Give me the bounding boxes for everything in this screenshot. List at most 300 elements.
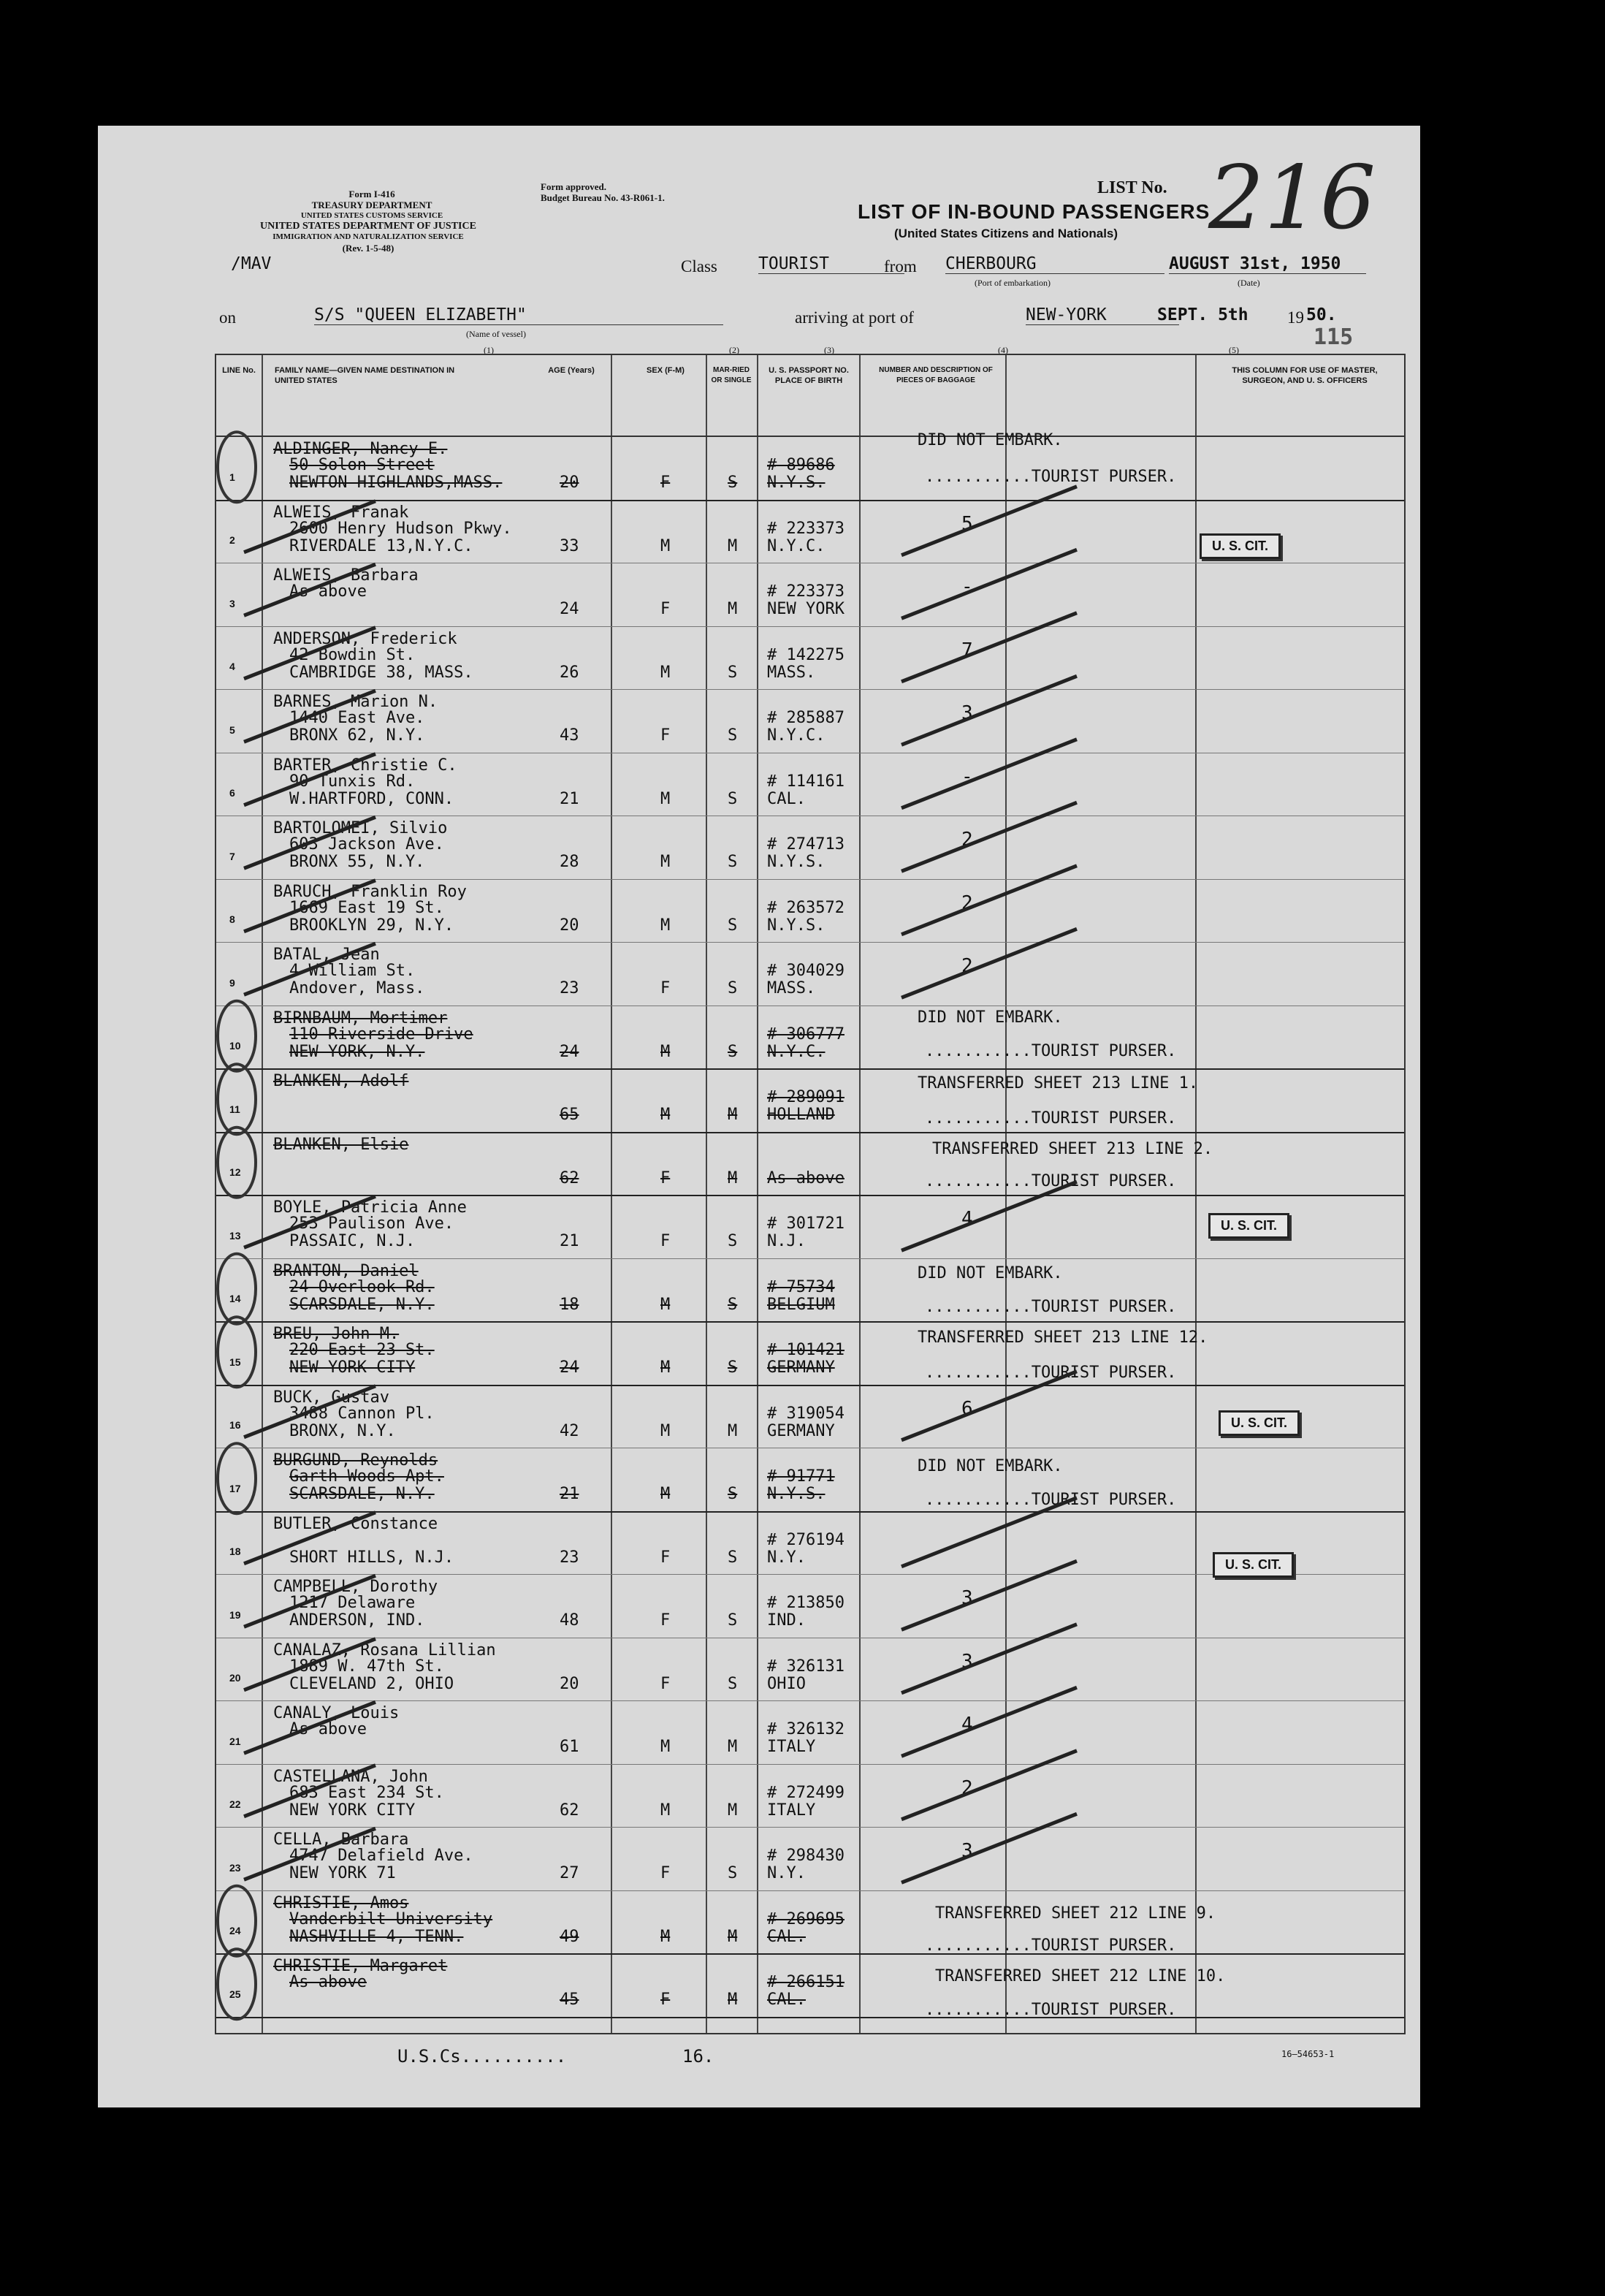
address-line-2: CLEVELAND 2, OHIO [289, 1674, 454, 1693]
age: 62 [560, 1801, 579, 1820]
remark-purser: ...........TOURIST PURSER. [925, 1298, 1177, 1316]
passenger-name: BATAL, Jean [273, 946, 380, 964]
sex: M [660, 1485, 671, 1503]
place-of-birth: N.Y.C. [767, 1042, 826, 1061]
column-number: (4) [998, 345, 1008, 355]
column-number: (5) [1229, 345, 1239, 355]
passenger-name: CANALAZ, Rosana Lillian [273, 1641, 496, 1660]
line-number: 18 [229, 1546, 241, 1557]
baggage-count: 4 [961, 1208, 973, 1230]
address-line-2: NEW YORK CITY [289, 1358, 416, 1377]
place-of-birth: As above [767, 1168, 845, 1187]
passport-number: # 326131 [767, 1657, 845, 1676]
sex: M [660, 663, 671, 682]
remark-transferred: TRANSFERRED SHEET 212 LINE 10. [935, 1967, 1226, 1985]
address-line-1: 1889 W. 47th St. [289, 1657, 444, 1676]
marital-status: M [728, 1738, 738, 1756]
page-number-stamp: 115 [1314, 324, 1354, 350]
table-row [216, 943, 1404, 1006]
embark-caption: (Port of embarkation) [975, 278, 1051, 288]
remark-purser: ...........TOURIST PURSER. [925, 1936, 1177, 1955]
address-line-2: ANDERSON, IND. [289, 1611, 425, 1630]
address-line-2: NASHVILLE 4, TENN. [289, 1927, 464, 1946]
address-line-1: 24 Overlook Rd. [289, 1277, 435, 1296]
sex: M [660, 1106, 671, 1124]
line-number: 9 [229, 976, 235, 989]
age: 21 [560, 1485, 579, 1503]
place-of-birth: N.Y.S. [767, 1485, 826, 1503]
sex: F [660, 1548, 671, 1567]
uscs-total-count: 16. [682, 2046, 714, 2067]
table-row [216, 816, 1404, 880]
remark-purser: ...........TOURIST PURSER. [925, 1109, 1177, 1128]
passport-number: # 269695 [767, 1909, 845, 1928]
passport-number: # 276194 [767, 1530, 845, 1549]
age: 23 [560, 979, 579, 997]
place-of-birth: CAL. [767, 1927, 806, 1946]
passenger-name: BURGUND, Reynolds [273, 1451, 438, 1470]
place-of-birth: N.J. [767, 1232, 806, 1250]
baggage-count: 6 [961, 1397, 973, 1420]
address-line-1: 603 Jackson Ave. [289, 835, 444, 854]
table-row [216, 1006, 1404, 1070]
marital-status: S [728, 916, 738, 935]
passenger-name: BARUCH, Franklin Roy [273, 882, 467, 901]
address-line-1: 1217 Delaware [289, 1594, 416, 1612]
sex: F [660, 1991, 671, 2009]
address-line-1: 1440 East Ave. [289, 709, 425, 727]
baggage-count: 4 [961, 1714, 973, 1736]
header-passport: U. S. PASSPORT NO. PLACE OF BIRTH [769, 366, 849, 385]
passenger-name: BLANKEN, Adolf [273, 1072, 409, 1090]
header-sex: SEX (F-M) [647, 366, 685, 375]
marital-status: M [728, 1106, 738, 1124]
list-no-label: LIST No. [1097, 178, 1167, 197]
address-line-1: 3488 Cannon Pl. [289, 1404, 435, 1423]
line-number: 11 [229, 1103, 240, 1115]
line-number: 5 [229, 723, 235, 736]
table-row [216, 1069, 1404, 1133]
address-line-1: 683 East 234 St. [289, 1783, 444, 1802]
address-line-1: 4747 Delafield Ave. [289, 1847, 473, 1865]
table-row [216, 880, 1404, 943]
table-row [216, 1828, 1404, 1891]
marital-status: S [728, 1295, 738, 1314]
sex: F [660, 1232, 671, 1250]
sex: F [660, 1611, 671, 1630]
header-line-no: LINE No. [222, 366, 256, 375]
passport-number: # 304029 [767, 962, 845, 980]
address-line-2: SCARSDALE, N.Y. [289, 1295, 435, 1314]
age: 33 [560, 536, 579, 555]
arrival-port: NEW-YORK [1026, 305, 1179, 325]
passport-number: # 326132 [767, 1720, 845, 1738]
header-officers: THIS COLUMN FOR USE OF MASTER, SURGEON, AND U. S. OFFICERS [1232, 366, 1378, 385]
passport-number: # 298430 [767, 1847, 845, 1865]
address-line-2: CAMBRIDGE 38, MASS. [289, 663, 473, 682]
remark-did-not-embark: DID NOT EMBARK. [918, 1264, 1063, 1282]
vessel-name: S/S "QUEEN ELIZABETH" [314, 305, 723, 325]
passenger-name: BUTLER, Constance [273, 1514, 438, 1533]
place-of-birth: N.Y.S. [767, 474, 826, 492]
age: 24 [560, 600, 579, 618]
passenger-name: CHRISTIE, Margaret [273, 1957, 448, 1975]
line-number: 8 [229, 913, 235, 925]
sex: M [660, 789, 671, 808]
address-line-2: NEW YORK 71 [289, 1864, 396, 1882]
remark-purser: ...........TOURIST PURSER. [925, 468, 1177, 486]
passport-number: # 89686 [767, 456, 835, 474]
age: 20 [560, 1674, 579, 1693]
place-of-birth: N.Y.S. [767, 853, 826, 871]
address-line-1: Garth Woods Apt. [289, 1467, 444, 1486]
age: 20 [560, 474, 579, 492]
passport-number: # 266151 [767, 1973, 845, 1991]
passenger-name: BARTER, Christie C. [273, 756, 457, 775]
passenger-name: ALWEIS, Barbara [273, 566, 419, 585]
place-of-birth: OHIO [767, 1674, 806, 1693]
table-row [216, 627, 1404, 691]
remark-purser: ...........TOURIST PURSER. [925, 1172, 1177, 1190]
line-number: 15 [229, 1356, 241, 1368]
age: 26 [560, 663, 579, 682]
address-line-2: SCARSDALE, N.Y. [289, 1485, 435, 1503]
age: 62 [560, 1168, 579, 1187]
remark-transferred: TRANSFERRED SHEET 213 LINE 12. [918, 1328, 1208, 1347]
baggage-count: - [961, 765, 973, 788]
arrival-year-prefix: 19 [1287, 308, 1304, 327]
form-number: Form I-416 TREASURY DEPARTMENT UNITED STATES CUSTOMS SERVICE [300, 189, 443, 220]
line-number: 2 [229, 534, 235, 546]
header-age: AGE (Years) [548, 366, 595, 375]
passenger-name: CANALY, Louis [273, 1704, 400, 1722]
passport-number: # 285887 [767, 709, 845, 727]
table-row [216, 1954, 1404, 2018]
marital-status: M [728, 600, 738, 618]
place-of-birth: GERMANY [767, 1358, 835, 1377]
baggage-count: 2 [961, 892, 973, 914]
sex: M [660, 1738, 671, 1756]
sex: F [660, 1168, 671, 1187]
form-approval: Form approved. Budget Bureau No. 43-R061-1. [541, 181, 665, 203]
remark-did-not-embark: DID NOT EMBARK. [918, 431, 1063, 449]
address-line-1: As above [289, 1973, 367, 1991]
passenger-name: BLANKEN, Elsie [273, 1135, 409, 1154]
place-of-birth: N.Y. [767, 1548, 806, 1567]
address-line-1: 42 Bowdin St. [289, 645, 416, 664]
passenger-name: CHRISTIE, Amos [273, 1893, 409, 1912]
place-of-birth: ITALY [767, 1801, 816, 1820]
marital-status: S [728, 1611, 738, 1630]
sex: M [660, 1801, 671, 1820]
mav-code: /MAV [231, 254, 272, 273]
address-line-2: NEW YORK CITY [289, 1801, 416, 1820]
age: 20 [560, 916, 579, 935]
remark-did-not-embark: DID NOT EMBARK. [918, 1457, 1063, 1475]
usc-stamp: U. S. CIT. [1213, 1552, 1294, 1578]
passenger-name: CASTELLANA, John [273, 1767, 428, 1786]
line-number: 6 [229, 787, 235, 799]
usc-stamp: U. S. CIT. [1219, 1410, 1300, 1436]
place-of-birth: N.Y.C. [767, 726, 826, 745]
on-label: on [219, 308, 236, 327]
marital-status: S [728, 663, 738, 682]
age: 43 [560, 726, 579, 745]
passenger-name: ANDERSON, Frederick [273, 629, 457, 648]
header-married: MAR-RIED OR SINGLE [711, 366, 752, 384]
sex: M [660, 1927, 671, 1946]
passport-number: # 223373 [767, 519, 845, 538]
document-title: LIST OF IN-BOUND PASSENGERS [858, 200, 1211, 223]
marital-status: S [728, 1548, 738, 1567]
passport-number: # 142275 [767, 645, 845, 664]
address-line-1: 90 Tunxis Rd. [289, 772, 416, 791]
passport-number: # 306777 [767, 1025, 845, 1044]
address-line-1: 220 East 23 St. [289, 1341, 435, 1359]
remark-did-not-embark: DID NOT EMBARK. [918, 1008, 1063, 1027]
age: 24 [560, 1042, 579, 1061]
passport-number: # 289091 [767, 1088, 845, 1106]
age: 49 [560, 1927, 579, 1946]
marital-status: S [728, 726, 738, 745]
column-number: (3) [824, 345, 834, 355]
address-line-2: BRONX, N.Y. [289, 1421, 396, 1440]
table-row [216, 1891, 1404, 1955]
sex: M [660, 1421, 671, 1440]
place-of-birth: N.Y.S. [767, 916, 826, 935]
baggage-count: 3 [961, 702, 973, 724]
arrival-date: SEPT. 5th [1157, 305, 1248, 324]
column-number: (1) [484, 345, 494, 355]
age: 42 [560, 1421, 579, 1440]
departure-date: AUGUST 31st, 1950 [1169, 254, 1366, 274]
document-page [98, 126, 1420, 2107]
address-line-1: 50 Solon Street [289, 456, 435, 474]
address-line-1: 110 Riverside Drive [289, 1025, 473, 1044]
place-of-birth: MASS. [767, 663, 816, 682]
passport-number: # 301721 [767, 1214, 845, 1233]
passport-number: # 101421 [767, 1341, 845, 1359]
marital-status: M [728, 536, 738, 555]
line-number: 21 [229, 1735, 241, 1747]
justice-department: UNITED STATES DEPARTMENT OF JUSTICE IMMIGRATION AND NATURALIZATION SERVICE (Rev. 1-5-48) [260, 221, 476, 254]
line-number: 4 [229, 661, 235, 672]
header-name: FAMILY NAME—GIVEN NAME DESTINATION IN UNITED STATES [275, 366, 455, 385]
remark-purser: ...........TOURIST PURSER. [925, 1364, 1177, 1382]
uscs-total-label: U.S.Cs.......... [397, 2046, 567, 2067]
marital-status: S [728, 853, 738, 871]
passenger-name: CELLA, Barbara [273, 1831, 409, 1849]
sex: M [660, 853, 671, 871]
remark-purser: ...........TOURIST PURSER. [925, 1042, 1177, 1060]
passenger-name: BARTOLOMEI, Silvio [273, 819, 448, 837]
marital-status: S [728, 979, 738, 997]
passport-number: # 319054 [767, 1404, 845, 1423]
place-of-birth: NEW YORK [767, 600, 845, 618]
marital-status: M [728, 1421, 738, 1440]
address-line-1: 2600 Henry Hudson Pkwy. [289, 519, 512, 538]
address-line-1: As above [289, 582, 367, 601]
place-of-birth: ITALY [767, 1738, 816, 1756]
age: 45 [560, 1991, 579, 2009]
date-caption: (Date) [1238, 278, 1260, 288]
place-of-birth: CAL. [767, 1991, 806, 2009]
baggage-count: 5 [961, 512, 973, 535]
sex: F [660, 1864, 671, 1882]
marital-status: S [728, 1358, 738, 1377]
marital-status: S [728, 1864, 738, 1882]
address-line-1: As above [289, 1720, 367, 1738]
sex: M [660, 1358, 671, 1377]
marital-status: M [728, 1991, 738, 2009]
age: 28 [560, 853, 579, 871]
passenger-table [215, 354, 1406, 2034]
age: 21 [560, 1232, 579, 1250]
address-line-2: BROOKLYN 29, N.Y. [289, 916, 454, 935]
remark-purser: ...........TOURIST PURSER. [925, 1491, 1177, 1509]
address-line-2: BRONX 62, N.Y. [289, 726, 425, 745]
place-of-birth: N.Y.C. [767, 536, 826, 555]
passport-number: # 223373 [767, 582, 845, 601]
sex: F [660, 474, 671, 492]
line-number: 14 [229, 1293, 241, 1304]
marital-status: M [728, 1168, 738, 1187]
usc-stamp: U. S. CIT. [1200, 533, 1281, 559]
table-row [216, 1448, 1404, 1512]
class-label: Class [681, 257, 717, 275]
sex: M [660, 916, 671, 935]
list-no-handwritten: 216 [1208, 148, 1376, 249]
line-number: 3 [229, 597, 235, 609]
passenger-name: ALWEIS, Franak [273, 503, 409, 522]
passenger-name: BREU, John M. [273, 1325, 400, 1343]
baggage-count: 2 [961, 1776, 973, 1799]
line-number: 17 [229, 1482, 241, 1494]
passport-number: # 263572 [767, 898, 845, 917]
table-row [216, 1575, 1404, 1638]
age: 23 [560, 1548, 579, 1567]
address-line-1: Vanderbilt University [289, 1909, 493, 1928]
marital-status: S [728, 1674, 738, 1693]
header-baggage: NUMBER AND DESCRIPTION OF PIECES OF BAGGAGE [879, 366, 993, 384]
line-number: 10 [229, 1040, 241, 1052]
address-line-2: SHORT HILLS, N.J. [289, 1548, 454, 1567]
table-row [216, 1638, 1404, 1702]
from-value: CHERBOURG [945, 254, 1164, 274]
age: 18 [560, 1295, 579, 1314]
usc-stamp: U. S. CIT. [1208, 1213, 1289, 1239]
line-number: 19 [229, 1608, 241, 1621]
baggage-count: - [961, 576, 973, 598]
remark-transferred: TRANSFERRED SHEET 213 LINE 2. [932, 1140, 1213, 1158]
baggage-count: 3 [961, 1840, 973, 1862]
arrival-year: 50. [1306, 305, 1337, 324]
age: 27 [560, 1864, 579, 1882]
marital-status: M [728, 1927, 738, 1946]
table-row [216, 753, 1404, 817]
table-row [216, 563, 1404, 627]
table-row [216, 1701, 1404, 1765]
age: 48 [560, 1611, 579, 1630]
arriving-label: arriving at port of [795, 308, 914, 327]
sex: M [660, 1042, 671, 1061]
age: 65 [560, 1106, 579, 1124]
marital-status: M [728, 1801, 738, 1820]
remark-transferred: TRANSFERRED SHEET 212 LINE 9. [935, 1904, 1216, 1923]
place-of-birth: BELGIUM [767, 1295, 835, 1314]
line-number: 1 [229, 471, 235, 483]
table-row [216, 1322, 1404, 1385]
table-row [216, 690, 1404, 753]
marital-status: S [728, 789, 738, 808]
address-line-1: 1669 East 19 St. [289, 898, 444, 917]
line-number: 25 [229, 1988, 241, 2000]
baggage-count: 2 [961, 829, 973, 851]
vessel-caption: (Name of vessel) [466, 329, 526, 339]
address-line-2: W.HARTFORD, CONN. [289, 789, 454, 808]
address-line-2: Andover, Mass. [289, 979, 425, 997]
address-line-1: 4 William St. [289, 962, 416, 980]
place-of-birth: N.Y. [767, 1864, 806, 1882]
passenger-name: BARNES, Marion N. [273, 693, 438, 711]
line-number: 13 [229, 1229, 241, 1242]
line-number: 7 [229, 850, 235, 862]
passport-number: # 272499 [767, 1783, 845, 1802]
marital-status: S [728, 1232, 738, 1250]
line-number: 22 [229, 1798, 241, 1810]
passenger-name: ALDINGER, Nancy E. [273, 440, 448, 458]
form-code: 16—54653-1 [1281, 2049, 1335, 2059]
baggage-count: 3 [961, 1650, 973, 1673]
from-label: from [884, 257, 917, 275]
passenger-name: CAMPBELL, Dorothy [273, 1578, 438, 1596]
address-line-2: RIVERDALE 13,N.Y.C. [289, 536, 473, 555]
place-of-birth: CAL. [767, 789, 806, 808]
line-number: 16 [229, 1419, 241, 1431]
baggage-count: 7 [961, 639, 973, 661]
table-row [216, 1133, 1404, 1196]
address-line-2: BRONX 55, N.Y. [289, 853, 425, 871]
age: 24 [560, 1358, 579, 1377]
sex: F [660, 726, 671, 745]
table-row [216, 1259, 1404, 1323]
place-of-birth: IND. [767, 1611, 806, 1630]
table-row [216, 437, 1404, 501]
marital-status: S [728, 1042, 738, 1061]
passport-number: # 213850 [767, 1594, 845, 1612]
sex: F [660, 1674, 671, 1693]
baggage-count: 3 [961, 1587, 973, 1609]
age: 21 [560, 789, 579, 808]
passenger-name: BUCK, Gustav [273, 1388, 389, 1407]
sex: F [660, 979, 671, 997]
baggage-count: 2 [961, 955, 973, 977]
sex: M [660, 536, 671, 555]
class-value: TOURIST [758, 254, 904, 274]
line-number: 12 [229, 1166, 241, 1178]
address-line-1: 253 Paulison Ave. [289, 1214, 454, 1233]
marital-status: S [728, 474, 738, 492]
passport-number: # 274713 [767, 835, 845, 854]
passport-number: # 91771 [767, 1467, 835, 1486]
address-line-2: NEWTON HIGHLANDS,MASS. [289, 474, 503, 492]
age: 61 [560, 1738, 579, 1756]
document-subtitle: (United States Citizens and Nationals) [894, 227, 1118, 240]
line-number: 23 [229, 1861, 241, 1874]
table-row [216, 1765, 1404, 1828]
column-number: (2) [729, 345, 739, 355]
place-of-birth: GERMANY [767, 1421, 835, 1440]
